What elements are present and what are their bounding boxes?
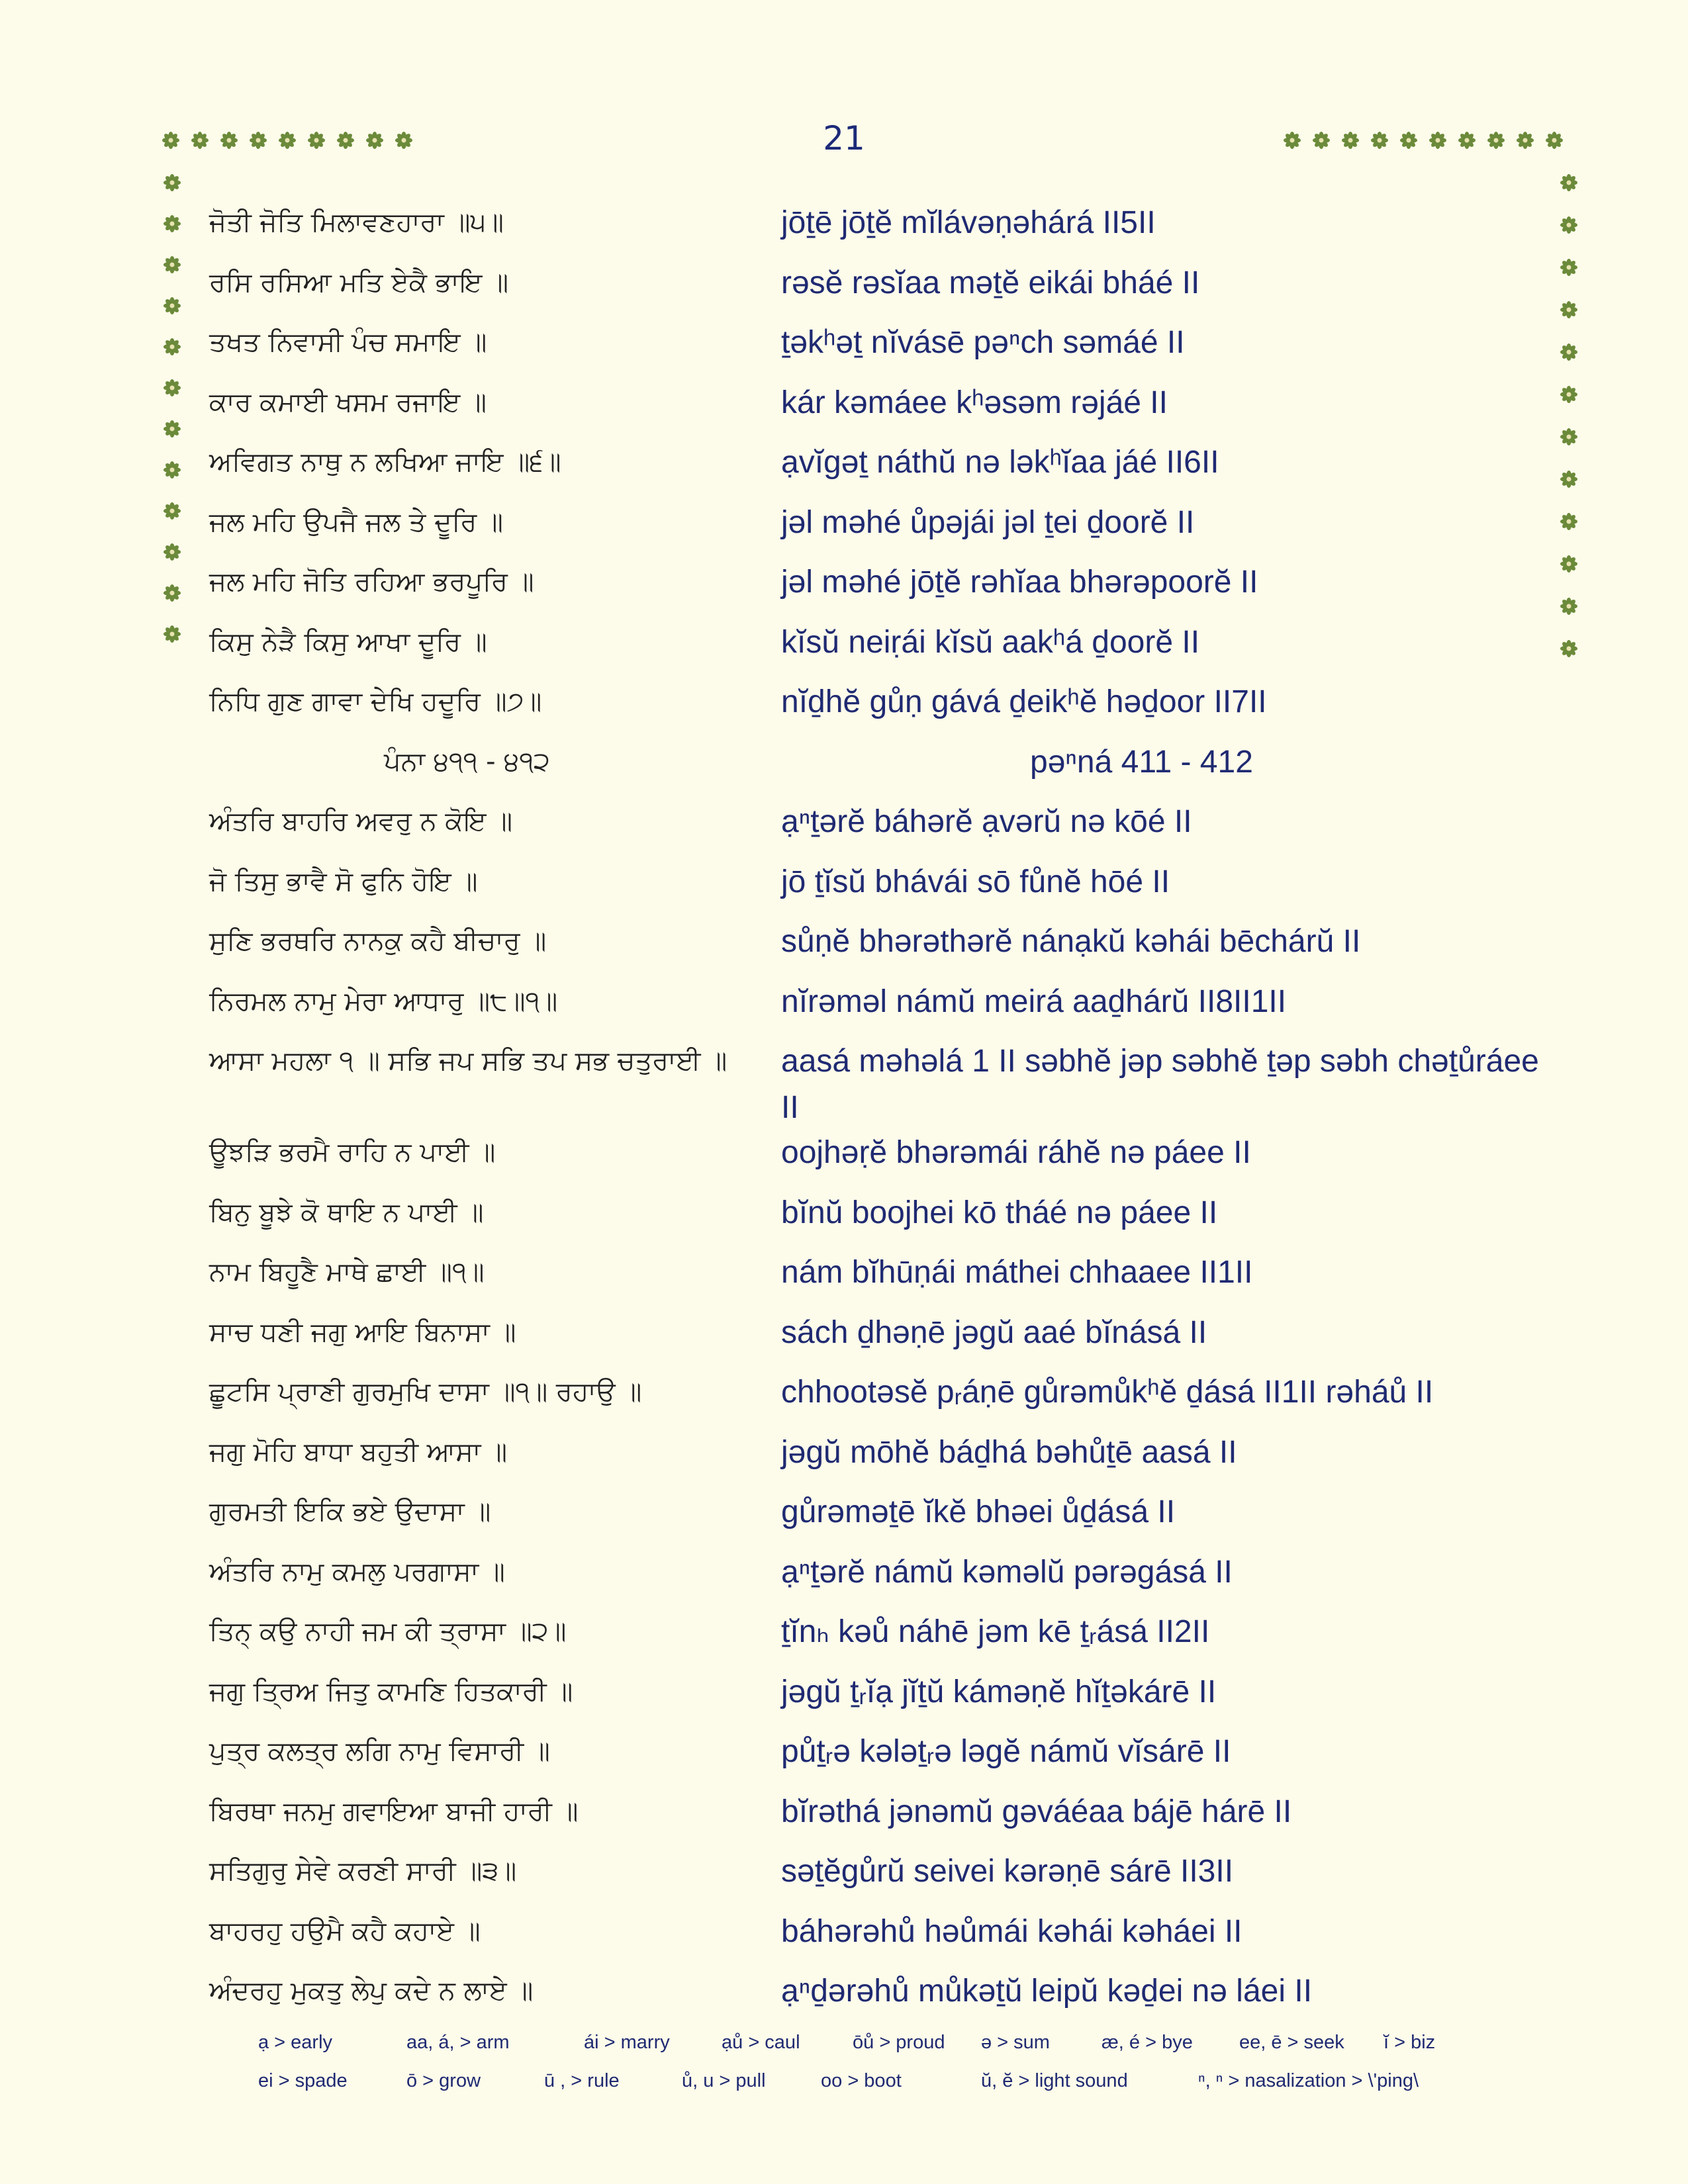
- gurmukhi-text: ਬਿਰਥਾ ਜਨਮੁ ਗਵਾਇਆ ਬਾਜੀ ਹਾਰੀ ॥: [209, 1796, 579, 1827]
- gurmukhi-text: ਕਿਸੁ ਨੇੜੈ ਕਿਸੁ ਆਖਾ ਦੂਰਿ ॥: [209, 626, 487, 657]
- transliteration-text: səṯĕgůrŭ seivei kərəṇē sárē II3II: [781, 1854, 1234, 1889]
- transliteration-text: kár kəmáee kʰəsəm rəjáé II: [781, 385, 1168, 420]
- gurmukhi-text: ਪੁਤ੍ਰ ਕਲਤ੍ਰ ਲਗਿ ਨਾਮੁ ਵਿਸਾਰੀ ॥: [209, 1736, 550, 1766]
- legend-row-1: [258, 2032, 1516, 2058]
- gurmukhi-text: ਊਝੜਿ ਭਰਮੈ ਰਾਹਿ ਨ ਪਾਈ ॥: [209, 1137, 496, 1167]
- legend-item: oo > boot: [821, 2070, 902, 2091]
- transliteration-text: nám bĭhūṇái máthei chhaaee II1II: [781, 1255, 1253, 1290]
- gurmukhi-text: ਨਿਰਮਲ ਨਾਮੁ ਮੇਰਾ ਆਧਾਰੁ ॥੮॥੧॥: [209, 985, 558, 1017]
- legend-item: ⁿ, ⁿ > nasalization > \'ping\: [1198, 2070, 1419, 2091]
- transliteration-text: nĭrəməl námŭ meirá aaḏhárŭ II8II1II: [781, 983, 1287, 1019]
- flower-ornament-icon: [1516, 131, 1534, 150]
- legend-item: ə > sum: [981, 2032, 1050, 2053]
- legend-item: ạů > caul: [722, 2032, 800, 2053]
- transliteration-text: gůrəməṯē ĭkĕ bhəei ůḏásá II: [781, 1494, 1176, 1529]
- flower-ornament-icon: [1560, 428, 1578, 446]
- flower-ornament-icon: [1370, 131, 1389, 150]
- gurmukhi-text: ਅੰਦਰਹੁ ਮੁਕਤੁ ਲੇਪੁ ਕਦੇ ਨ ਲਾਏ ॥: [209, 1976, 534, 2006]
- flower-ornament-icon: [163, 255, 181, 274]
- transliteration-text: báhərəhů həůmái kəhái kəháei II: [781, 1913, 1243, 1949]
- transliteration-text: pəⁿná 411 - 412: [1030, 744, 1253, 780]
- flower-ornament-icon: [1341, 131, 1360, 150]
- flower-ornament-icon: [336, 131, 355, 150]
- legend-item: ee, ē > seek: [1239, 2032, 1344, 2053]
- transliteration-text: jəgŭ mōhĕ báḏhá bəhůṯē aasá II: [781, 1434, 1237, 1470]
- gurmukhi-text: ਜੋਤੀ ਜੋਤਿ ਮਿਲਾਵਣਹਾਰਾ ॥੫॥: [209, 207, 504, 238]
- flower-ornament-icon: [1283, 131, 1301, 150]
- flower-ornament-icon: [163, 338, 181, 356]
- flower-ornament-icon: [1560, 639, 1578, 658]
- flower-ornament-icon: [163, 543, 181, 561]
- gurmukhi-text: ਛੂਟਸਿ ਪ੍ਰਾਣੀ ਗੁਰਮੁਖਿ ਦਾਸਾ ॥੧॥ ਰਹਾਉ ॥: [209, 1377, 642, 1407]
- flower-ornament-icon: [163, 296, 181, 315]
- gurmukhi-text: ਆਸਾ ਮਹਲਾ ੧ ॥ ਸਭਿ ਜਪ ਸਭਿ ਤਪ ਸਭ ਚਤੁਰਾਈ ॥: [209, 1046, 727, 1076]
- transliteration-text: ạⁿṯərĕ báhərĕ ạvərŭ nə kōé II: [781, 804, 1192, 839]
- page-number: 21: [823, 119, 865, 158]
- transliteration-text: jō ṯĭsŭ bhávái sō fůnĕ hōé II: [781, 864, 1170, 899]
- gurmukhi-text: ਪੰਨਾ ੪੧੧ - ੪੧੨: [384, 746, 550, 777]
- flower-ornament-icon: [1429, 131, 1447, 150]
- transliteration-text: ạvĭgəṯ náthŭ nə ləkʰĭaa jáé II6II: [781, 445, 1219, 480]
- flower-ornament-icon: [1545, 131, 1564, 150]
- flower-ornament-icon: [163, 173, 181, 192]
- transliteration-text: ạⁿḏərəhů můkəṯŭ leipŭ kəḏei nə láei II: [781, 1974, 1313, 2009]
- legend-item: æ, é > bye: [1102, 2032, 1193, 2053]
- transliteration-text: chhootəsĕ pᵣáṇē gůrəmůkʰĕ ḏásá II1II rəháů II: [781, 1375, 1434, 1410]
- flower-ornament-icon: [1560, 343, 1578, 361]
- transliteration-text: oojhəṛĕ bhərəmái ráhĕ nə páee II: [781, 1135, 1251, 1170]
- border-flowers-left: [163, 173, 183, 663]
- legend-row-2: [258, 2070, 1516, 2097]
- legend-item: aa, á, > arm: [406, 2032, 510, 2053]
- transliteration-text: sůṇĕ bhərəthərĕ nánạkŭ kəhái bēchárŭ II: [781, 924, 1361, 959]
- gurmukhi-text: ਅੰਤਰਿ ਬਾਹਰਿ ਅਵਰੁ ਨ ਕੋਇ ॥: [209, 806, 513, 837]
- gurmukhi-text: ਬਿਨੁ ਬੂਝੇ ਕੋ ਥਾਇ ਨ ਪਾਈ ॥: [209, 1197, 484, 1228]
- gurmukhi-text: ਨਿਧਿ ਗੁਣ ਗਾਵਾ ਦੇਖਿ ਹਦੂਰਿ ॥੭॥: [209, 686, 542, 717]
- flower-ornament-icon: [1560, 470, 1578, 488]
- flower-ornament-icon: [1399, 131, 1418, 150]
- flower-ornament-icon: [1560, 216, 1578, 234]
- flower-ornament-icon: [249, 131, 267, 150]
- border-flowers-top-right: [1283, 131, 1574, 158]
- flower-ornament-icon: [163, 420, 181, 438]
- flower-ornament-icon: [1458, 131, 1476, 150]
- flower-ornament-icon: [163, 502, 181, 520]
- transliteration-text: jōṯē jōṯĕ mĭlávəṇəhárá II5II: [781, 205, 1156, 240]
- transliteration-text: rəsĕ rəsĭaa məṯĕ eikái bháé II: [781, 265, 1200, 300]
- gurmukhi-text: ਸਾਚ ਧਣੀ ਜਗੁ ਆਇ ਬਿਨਾਸਾ ॥: [209, 1316, 516, 1347]
- legend-item: ōů > proud: [853, 2032, 945, 2053]
- flower-ornament-icon: [1560, 555, 1578, 573]
- gurmukhi-text: ਜਲ ਮਹਿ ਉਪਜੈ ਜਲ ਤੇ ਦੂਰਿ ॥: [209, 506, 503, 537]
- flower-ornament-icon: [1487, 131, 1505, 150]
- flower-ornament-icon: [163, 379, 181, 397]
- border-flowers-top-left: [162, 131, 433, 158]
- transliteration-text: jəl məhé jōṯĕ rəhĭaa bhərəpoorĕ II: [781, 565, 1258, 600]
- transliteration-text: nĭḏhĕ gůṇ gává ḏeikʰĕ həḏoor II7II: [781, 684, 1267, 719]
- flower-ornament-icon: [365, 131, 384, 150]
- flower-ornament-icon: [1560, 597, 1578, 615]
- gurmukhi-text: ਜਗੁ ਮੋਹਿ ਬਾਧਾ ਬਹੁਤੀ ਆਸਾ ॥: [209, 1436, 508, 1467]
- flower-ornament-icon: [220, 131, 238, 150]
- gurmukhi-text: ਸਤਿਗੁਰੁ ਸੇਵੇ ਕਰਣੀ ਸਾਰੀ ॥੩॥: [209, 1856, 517, 1886]
- flower-ornament-icon: [1560, 173, 1578, 192]
- transliteration-text: jəgŭ ṯᵣĭạ jĭṯŭ káməṇĕ hĭṯəkárē II: [781, 1674, 1217, 1709]
- flower-ornament-icon: [1560, 258, 1578, 277]
- transliteration-text: bĭnŭ boojhei kō tháé nə páee II: [781, 1195, 1218, 1230]
- transliteration-text: kĭsŭ neiṛái kĭsŭ aakʰá ḏoorĕ II: [781, 624, 1200, 660]
- legend-item: ái > marry: [584, 2032, 670, 2053]
- transliteration-text: ṯəkʰəṯ nĭvásē pəⁿch səmáé II: [781, 325, 1185, 360]
- flower-ornament-icon: [162, 131, 180, 150]
- flower-ornament-icon: [1560, 512, 1578, 531]
- gurmukhi-text: ਜਗੁ ਤ੍ਰਿਅ ਜਿਤੁ ਕਾਮਣਿ ਹਿਤਕਾਰੀ ॥: [209, 1676, 573, 1707]
- gurmukhi-text: ਨਾਮ ਬਿਹੂਣੈ ਮਾਥੇ ਛਾਈ ॥੧॥: [209, 1257, 485, 1287]
- gurmukhi-text: ਜਲ ਮਹਿ ਜੋਤਿ ਰਹਿਆ ਭਰਪੂਰਿ ॥: [209, 567, 534, 597]
- flower-ornament-icon: [163, 214, 181, 233]
- gurmukhi-text: ਕਾਰ ਕਮਾਈ ਖਸਮ ਰਜਾਇ ॥: [209, 387, 487, 418]
- flower-ornament-icon: [191, 131, 209, 150]
- gurmukhi-text: ਤਖਤ ਨਿਵਾਸੀ ਪੰਚ ਸਮਾਇ ॥: [209, 327, 487, 357]
- flower-ornament-icon: [1560, 300, 1578, 319]
- transliteration-text: bĭrəthá jənəmŭ gəváéaa bájē hárē II: [781, 1794, 1292, 1829]
- gurmukhi-text: ਅੰਤਰਿ ਨਾਮੁ ਕਮਲੁ ਪਰਗਾਸਾ ॥: [209, 1556, 505, 1587]
- transliteration-text: půṯᵣə kələṯᵣə ləgĕ námŭ vĭsárē II: [781, 1734, 1231, 1769]
- flower-ornament-icon: [1312, 131, 1331, 150]
- legend-item: ŭ, ĕ > light sound: [981, 2070, 1128, 2091]
- legend-item: ĭ > biz: [1383, 2032, 1436, 2053]
- border-flowers-right: [1560, 173, 1579, 663]
- flower-ornament-icon: [307, 131, 326, 150]
- legend-item: ů, u > pull: [682, 2070, 766, 2091]
- legend-item: ei > spade: [258, 2070, 348, 2091]
- transliteration-text: sách ḏhəṇē jəgŭ aaé bĭnásá II: [781, 1314, 1207, 1350]
- legend-item: ō > grow: [406, 2070, 481, 2091]
- gurmukhi-text: ਰਸਿ ਰਸਿਆ ਮਤਿ ਏਕੈ ਭਾਇ ॥: [209, 267, 509, 298]
- legend-item: ū , > rule: [544, 2070, 620, 2091]
- gurmukhi-text: ਬਾਹਰਹੁ ਹਉਮੈ ਕਹੈ ਕਹਾਏ ॥: [209, 1915, 481, 1946]
- legend-item: ạ > early: [258, 2032, 333, 2053]
- gurmukhi-text: ਅਵਿਗਤ ਨਾਥੁ ਨ ਲਖਿਆ ਜਾਇ ॥੬॥: [209, 447, 561, 477]
- transliteration-text: aasá məhəlá 1 II səbhĕ jəp səbhĕ ṯəp səbh chəṯůráee II: [781, 1044, 1539, 1125]
- gurmukhi-text: ਸੁਣਿ ਭਰਥਰਿ ਨਾਨਕੁ ਕਹੈ ਬੀਚਾਰੁ ॥: [209, 926, 547, 956]
- flower-ornament-icon: [163, 584, 181, 602]
- flower-ornament-icon: [278, 131, 297, 150]
- flower-ornament-icon: [163, 625, 181, 643]
- flower-ornament-icon: [1560, 385, 1578, 404]
- gurmukhi-text: ਤਿਨ੍ ਕਉ ਨਾਹੀ ਜਮ ਕੀ ਤ੍ਰਾਸਾ ॥੨॥: [209, 1616, 567, 1647]
- transliteration-text: jəl məhé ůpəjái jəl ṯei ḏoorĕ II: [781, 504, 1195, 540]
- flower-ornament-icon: [163, 461, 181, 479]
- gurmukhi-text: ਜੋ ਤਿਸੁ ਭਾਵੈ ਸੋ ਫੁਨਿ ਹੋਇ ॥: [209, 866, 478, 897]
- transliteration-text: ạⁿṯərĕ námŭ kəməlŭ pərəgásá II: [781, 1554, 1233, 1590]
- gurmukhi-text: ਗੁਰਮਤੀ ਇਕਿ ਭਏ ਉਦਾਸਾ ॥: [209, 1496, 491, 1527]
- transliteration-text: ṯĭnₕ kəů náhē jəm kē ṯᵣásá II2II: [781, 1614, 1210, 1649]
- flower-ornament-icon: [395, 131, 413, 150]
